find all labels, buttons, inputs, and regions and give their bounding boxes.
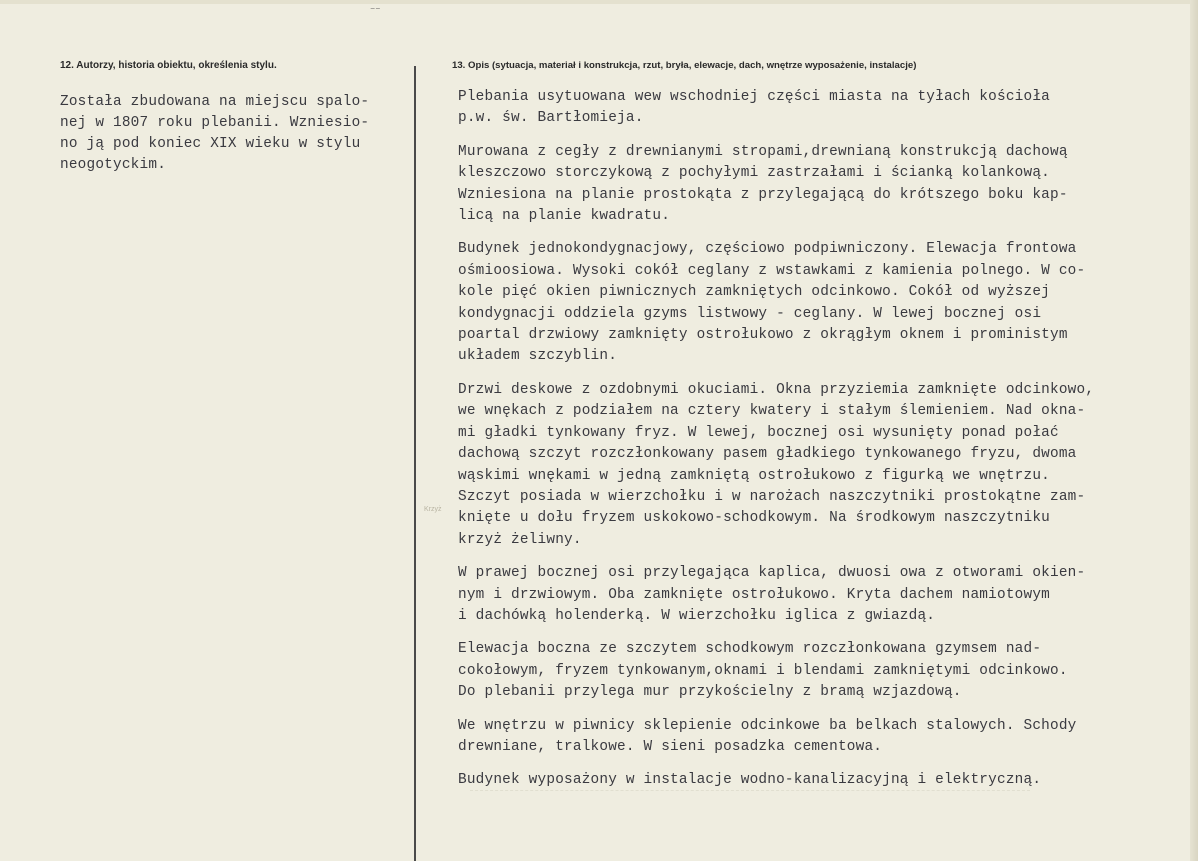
description-text [458,87,1178,804]
description-line: kleszczowo storczykową z pochyłymi zastrzałami i ścianką kolankową. [458,165,1050,182]
description-line: Do plebanii przylega mur przykościelny z bramą wzjazdową. [458,684,962,701]
description-line: Murowana z cegły z drewnianymi stropami,drewnianą konstrukcją dachową [458,143,1068,160]
description-line: krzyż żeliwny. [458,531,582,548]
description-paragraph [458,87,1178,130]
sheet-right-edge [1190,0,1198,861]
description-line: ośmioosiowa. Wysoki cokół ceglany z wstawkami z kamienia polnego. W co- [458,262,1086,279]
margin-stamp: Krzyż [424,506,442,513]
description-line: kole pięć okien piwnicznych zamkniętych odcinkowo. Cokół od wyższej [458,284,1050,301]
description-line: układem szczyblin. [458,348,618,365]
description-line: p.w. św. Bartłomieja. [458,110,644,127]
description-line: Elewacja boczna ze szczytem schodkowym rozczłonkowana gzymsem nad- [458,641,1042,658]
description-line: wąskimi wnękami w jedną zamkniętą ostrołukowo z figurką we wnętrzu. [458,467,1050,484]
history-line: nej w 1807 roku plebanii. Wzniesio- [60,115,370,131]
description-line: Wzniesiona na planie prostokąta z przylegającą do krótszego boku kap- [458,186,1068,203]
description-line: we wnękach z podziałem na cztery kwatery i stałym ślemieniem. Nad okna- [458,403,1086,420]
description-line: mi gładki tynkowany fryz. W lewej, bocznej osi wysunięty ponad połać [458,424,1059,441]
description-paragraph [458,239,1178,367]
description-line: W prawej bocznej osi przylegająca kaplica, dwuosi owa z otworami okien- [458,565,1086,582]
description-paragraph [458,639,1178,703]
description-line: nym i drzwiowym. Oba zamknięte ostrołukowo. Kryta dachem namiotowym [458,586,1050,603]
description-line: poartal drzwiowy zamknięty ostrołukowo z okrągłym oknem i proministym [458,327,1068,344]
description-line: drewniane, tralkowe. W sieni posadzka cementowa. [458,738,883,755]
description-line: Plebania usytuowana wew wschodniej części miasta na tyłach kościoła [458,89,1050,105]
section-12-header: 12. Autorzy, historia obiektu, określenia stylu. [60,60,277,71]
description-line: Szczyt posiada w wierzchołku i w narożach naszczytniki prostokątne zam- [458,488,1086,505]
description-line: Budynek wyposażony w instalacje wodno-kanalizacyjną i elektryczną. [458,772,1042,789]
top-mark: ⁻⁻ [370,6,381,17]
description-paragraph [458,563,1178,627]
description-line: kondygnacji oddziela gzyms listwowy - ceglany. W lewej bocznej osi [458,305,1042,322]
history-line: no ją pod koniec XIX wieku w stylu [60,136,361,152]
history-line: Została zbudowana na miejscu spalo- [60,94,370,110]
history-text [60,92,405,176]
description-paragraph [458,142,1178,228]
description-line: Budynek jednokondygnacjowy, częściowo podpiwniczony. Elewacja frontowa [458,241,1077,258]
description-line: dachową szczyt rozczłonkowany pasem gładkiego tynkowanego fryzu, dwoma [458,446,1077,463]
sheet-top-edge [0,0,1198,4]
description-line: We wnętrzu w piwnicy sklepienie odcinkowe ba belkach stalowych. Schody [458,717,1077,734]
description-line: i dachówką holenderką. W wierzchołku iglica z gwiazdą. [458,607,936,624]
description-line: knięte u dołu fryzem uskokowo-schodkowym. Na środkowym naszczytniku [458,510,1050,527]
description-line: licą na planie kwadratu. [458,208,671,225]
description-paragraph [458,380,1178,551]
column-divider [414,66,416,861]
paper-texture-mark [470,790,1030,821]
description-paragraph [458,716,1178,759]
history-line: neogotyckim. [60,157,167,173]
section-13-header: 13. Opis (sytuacja, materiał i konstrukcja, rzut, bryła, elewacje, dach, wnętrze wyposażenie, instalacje) [452,60,917,71]
description-line: Drzwi deskowe z ozdobnymi okuciami. Okna przyziemia zamknięte odcinkowo, [458,381,1095,398]
description-paragraph [458,770,1178,791]
description-line: cokołowym, fryzem tynkowanym,oknami i blendami zamkniętymi odcinkowo. [458,662,1068,679]
